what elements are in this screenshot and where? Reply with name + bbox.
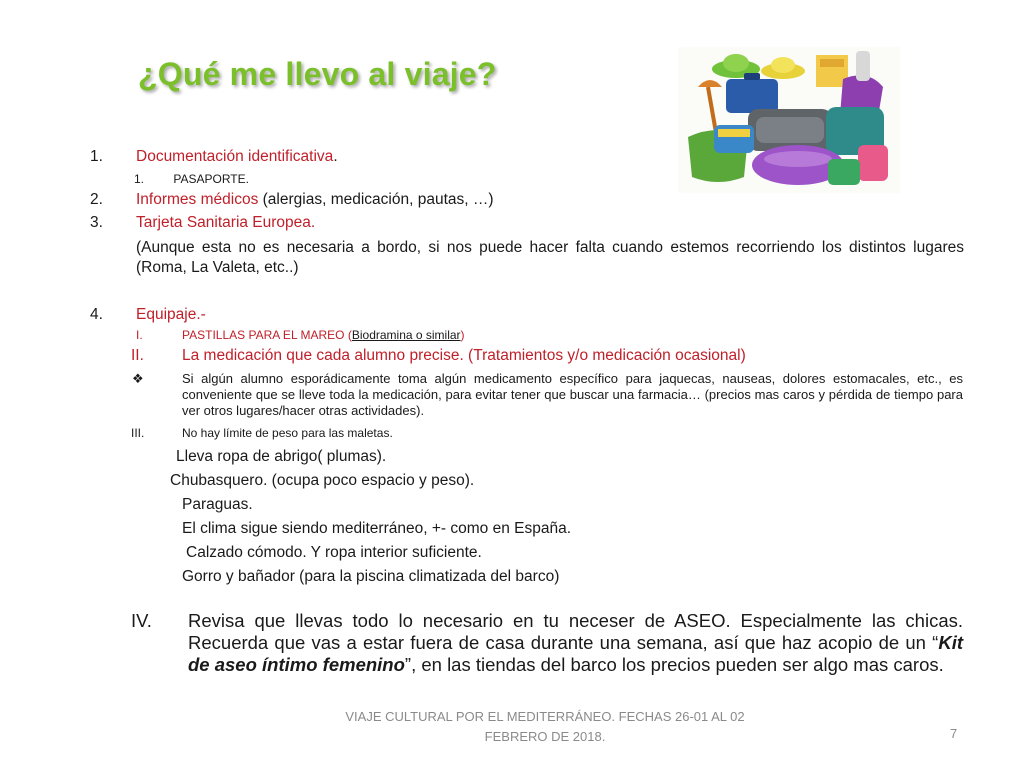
footer (320, 707, 770, 747)
item-2-text: Informes médicos (alergias, medicación, pautas, …) (136, 191, 494, 208)
footer-line-2: FEBRERO DE 2018. (484, 729, 606, 744)
luggage-illustration (678, 47, 900, 193)
item-3-text: Tarjeta Sanitaria Europea. (136, 214, 316, 231)
luggage-item-3 (131, 426, 393, 440)
luggage-item-3-number: III. (131, 426, 145, 440)
item-1-text: Documentación identificativa. (136, 148, 338, 165)
item-4-text: Equipaje.- (136, 306, 206, 323)
packing-line-shoes: Calzado cómodo. Y ropa interior suficiente. (186, 544, 482, 561)
slide-title: ¿Qué me llevo al viaje? (138, 56, 497, 92)
item-3-number: 3. (90, 214, 103, 231)
luggage-item-2 (131, 347, 746, 365)
diamond-bullet-icon: ❖ (132, 371, 144, 386)
luggage-item-4-text: Revisa que llevas todo lo necesario en tu neceser de ASEO. Especialmente las chicas. Recuerda que vas a estar fuera de casa durante una semana, así que haz acopio de un “Kit de aseo íntimo femenino”, en las tiendas del barco los precios pueden ser algo mas caros. (188, 610, 963, 675)
packing-line-raincoat: Chubasquero. (ocupa poco espacio y peso). (170, 472, 475, 489)
item-1-number: 1. (90, 148, 103, 165)
page-number: 7 (950, 726, 958, 741)
luggage-item-1-text: PASTILLAS PARA EL MAREO (Biodramina o similar) (182, 328, 465, 342)
item-1-sub-text: PASAPORTE. (173, 172, 249, 186)
packing-line-umbrella: Paraguas. (182, 496, 253, 513)
item-4-number: 4. (90, 306, 103, 323)
item-3-note: (Aunque esta no es necesaria a bordo, si nos puede hacer falta cuando estemos recorriendo los distintos lugares (Roma, La Valeta, etc..) (136, 239, 964, 276)
luggage-item-3-text: No hay límite de peso para las maletas. (182, 426, 393, 440)
packing-line-swimwear: Gorro y bañador (para la piscina climatizada del barco) (182, 568, 560, 585)
luggage-item-2-number: II. (131, 347, 144, 364)
packing-line-coat: Lleva ropa de abrigo( plumas). (176, 448, 387, 465)
luggage-item-1-number: I. (136, 328, 143, 342)
item-1-sub-number: 1. (134, 172, 145, 186)
item-1-sub (134, 172, 249, 186)
medication-note: Si algún alumno esporádicamente toma algún medicamento específico para jaquecas, nauseas, dolores estomacales, etc., es conveniente que se lleve toda la medicación, para evitar tener que buscar una farmacia… (precios mas caros y pérdida de tiempo para ver otros lugares/hacer otras actividades). (182, 371, 963, 418)
luggage-item-1 (136, 328, 465, 342)
luggage-item-4-number: IV. (131, 610, 152, 631)
packing-line-climate: El clima sigue siendo mediterráneo, +- como en España. (182, 520, 571, 537)
footer-line-1: VIAJE CULTURAL POR EL MEDITERRÁNEO. FECHAS 26-01 AL 02 (345, 709, 745, 724)
item-2-number: 2. (90, 191, 103, 208)
luggage-item-2-text: La medicación que cada alumno precise. (Tratamientos y/o medicación ocasional) (182, 347, 746, 364)
